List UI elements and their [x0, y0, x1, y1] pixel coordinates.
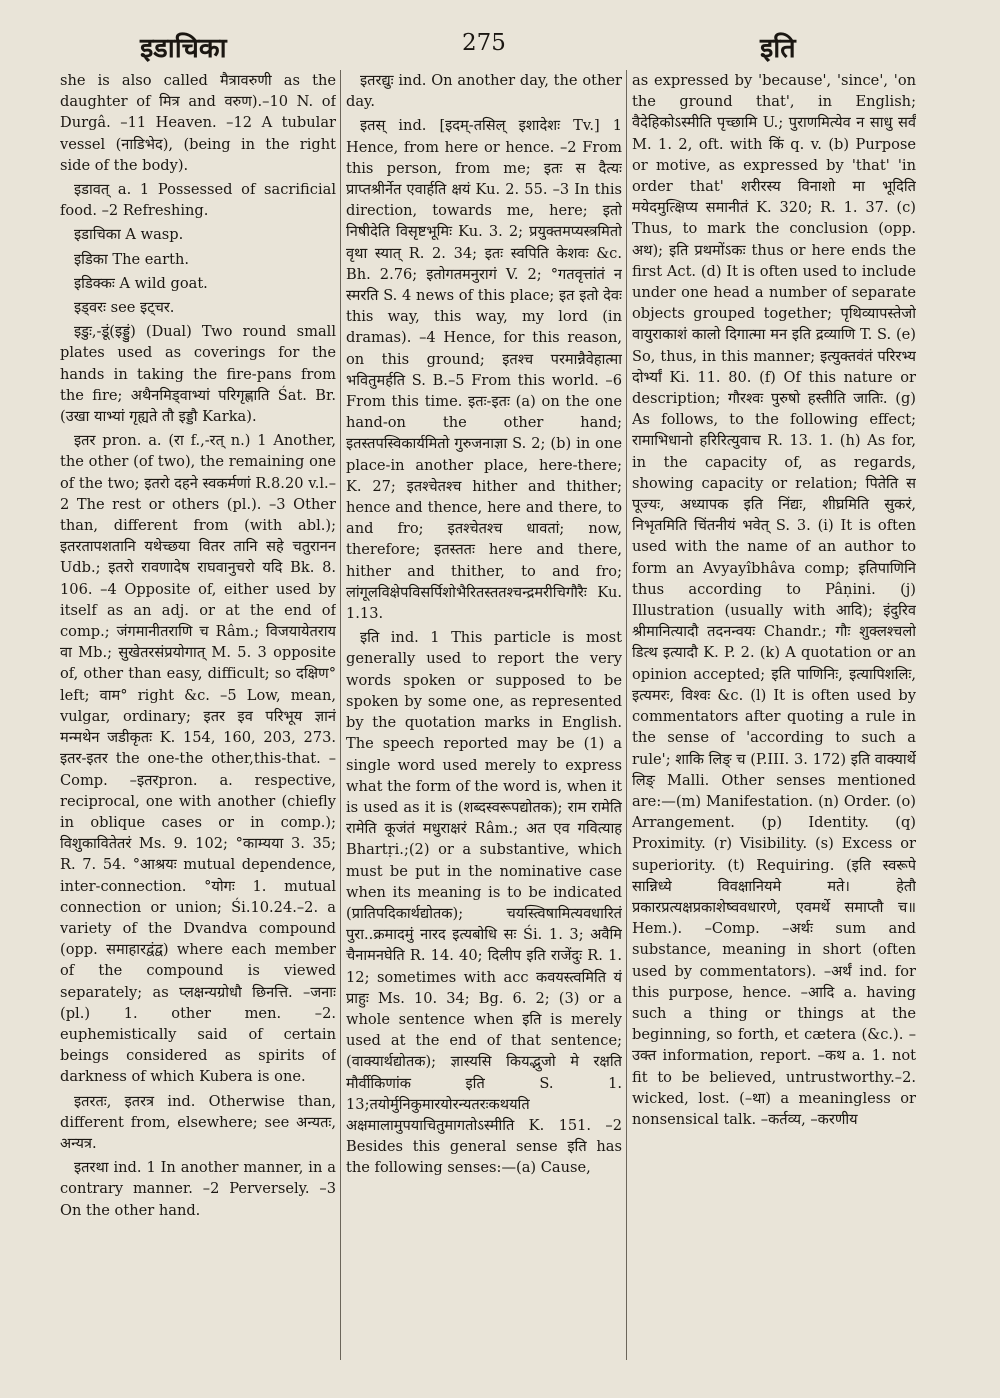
column-rule — [340, 70, 341, 1360]
dictionary-entry: इडाचिका A wasp. — [74, 226, 184, 244]
dictionary-entry: इतस् ind. [इदम्-तसिल् इशादेशः Tv.] 1 Hence, from here or hence. –2 From this person, from me; इतः स दैत्यः प्राप्तश्रीर्नेत एवार्हति क्षयं Ku. 2. 55. –3 In this direction, towards me, here; इतो निषीदेति विसृष्टभूमिः Ku. 3. 2; प्रयुक्तमप्यस्त्रमितो वृथा स्यात् R. 2. 34; इतः स्वपिति केशवः &c. Bh. 2.76; इतोगतमनुरागं V. 2; °गतवृत्तांतं न स्मरति S. 4 news of this place; इत इतो देवः this way, this way, my lord (in dramas). –4 Hence, for this reason, on this ground; इतश्च परमान्नैवेहात्मा भवितुमर्हति S. B.–5 From this world. –6 From this time. इतः-इतः (a) on the one hand-on the other hand; इतस्तपस्विकार्यमितो गुरुजनाज्ञा S. 2; (b) in one place-in another place, here-there; K. 27; इतश्चेतश्च hither and thither; hence and thence, here and there, to and fro; इतश्चेतश्च धावतां; now, therefore; इतस्ततः here and there, hither and thither, to and fro; लांगूलविक्षेपविसर्पिशोभैरितस्ततश्चन्द्रमरीचिगौरैः Ku. 1.13. — [346, 117, 622, 623]
header-left-guideword: इडाचिका — [140, 33, 227, 64]
dictionary-entry: इतरतः, इतरत्र ind. Otherwise than, different from, elsewhere; see अन्यतः, अन्यत्र. — [60, 1092, 336, 1152]
dictionary-entry: इडुः,-डूं(इड्डुं) (Dual) Two round small plates used as coverings for the hands in taking the fire-pans from the fire; अथैनमिड्वाभ्यां परिगृह्णाति Śat. Br. (उखा याभ्यां गृह्यते तौ इड्डौ Karka). — [60, 323, 336, 426]
dictionary-entry: she is also called मैत्रावरुणी as the daughter of मित्र and वरुण).–10 N. of Durgâ. –11 Heaven. –12 A tubular vessel (नाडिभेद), (being in the right side of the body). — [60, 72, 336, 174]
page-number: 275 — [462, 30, 506, 56]
dictionary-entry: इड्वरः see इट्चर. — [74, 299, 175, 317]
text-columns — [60, 70, 940, 1360]
column-2 — [346, 70, 622, 1360]
dictionary-entry: इति ind. 1 This particle is most generally used to report the very words spoken or supposed to be spoken by some one, as represented by the quotation marks in English. The speech reported may be (1) a single word used merely to express what the form of the word is, when it is used as it is (शब्दस्वरूपद्योतक); राम रामेति रामेति कूजंतं मधुराक्षरं Râm.; अत एव गवित्याह Bhartṛi.;(2) or a substantive, which must be put in the nominative case when its meaning is to be indicated (प्रातिपदिकार्थद्योतक); चयस्त्विषामित्यवधारितं पुरा..क्रमादमुं नारद इत्यबोधि सः Śi. 1. 3; अवैमि चैनामनघेति R. 14. 40; दिलीप इति राजेंदुः R. 1. 12; sometimes with acc कवयस्त्वमिति यं प्राहुः Ms. 10. 34; Bg. 6. 2; (3) or a whole sentence when इति is merely used at the end of that sentence; (वाक्यार्थद्योतक); ज्ञास्यसि कियद्भुजो मे रक्षति मौर्वीकिणांक इति S. 1. 13;तयोर्मुनिकुमारयोरन्यतरःकथयति अक्षमालामुपयाचितुमागतोऽस्मीति K. 151. –2 Besides this general sense इति has the following senses:—(a) Cause, — [346, 629, 622, 1177]
dictionary-entry: as expressed by 'because', 'since', 'on the ground that', in English; वैदेहिकोऽस्मीति पृच्छामि U.; पुराणमित्येव न साधु सर्वं M. 1. 2, oft. with किं q. v. (b) Purpose or motive, as expressed by 'that' 'in order that' शरीरस्य विनाशो मा भूदिति मयेदमुत्क्षिप्य समानीतं K. 320; R. 1. 37. (c) Thus, to mark the conclusion (opp. अथ); इति प्रथमोंऽकः thus or here ends the first Act. (d) It is often used to include under one head a number of separate objects grouped together; पृथिव्यापस्तेजो वायुराकाशं कालो दिगात्मा मन इति द्रव्याणि T. S. (e) So, thus, in this manner; इत्युक्तवंतं परिरभ्य दोर्भ्यां Ki. 11. 80. (f) Of this nature or description; गौरश्वः पुरुषो हस्तीति जातिः. (g) As follows, to the following effect; रामाभिधानो हरिरित्युवाच R. 13. 1. (h) As for, in the capacity of, as regards, showing capacity or relation; पितेति स पूज्यः, अध्यापक इति निंद्यः, शीघ्रमिति सुकरं, निभृतमिति चिंतनीयं भवेत् S. 3. (i) It is often used with the name of an author to form an Avyayîbhâva comp; इतिपाणिनि thus according to Pâṇini. (j) Illustration (usually with आदि); इंदुरिव श्रीमानित्यादौ तदनन्वयः Chandr.; गौः शुक्लश्चलो डित्थ इत्यादौ K. P. 2. (k) A quotation or an opinion accepted; इति पाणिनिः, इत्यापिशलिः, इत्यमरः, विश्वः &c. (l) It is often used by commentators after quoting a rule in the sense of 'according to such a rule'; शाकि लिङ् च (P.III. 3. 172) इति वाक्यार्थे लिङ् Malli. Other senses mentioned are:—(m) Manifestation. (n) Order. (o) Arrangement. (p) Identity. (q) Proximity. (r) Visibility. (s) Excess or superiority. (t) Requiring. (इति स्वरूपे सान्निध्ये विवक्षानियमे मते। हेतौ प्रकारप्रत्यक्षप्रकाशेष्ववधारणे, एवमर्थे समाप्तौ च॥ Hem.). –Comp. –अर्थः sum and substance, meaning in short (often used by commentators). –अर्थं ind. for this purpose, hence. –आदि a. having such a thing or things at the beginning, so forth, et cætera (&c.). –उक्त information, report. –कथ a. 1. not fit to be believed, untrustworthy.–2. wicked, lost. (–था) a meaningless or nonsensical talk. –कर्तव्य, –करणीय — [632, 72, 916, 1128]
column-3 — [632, 70, 916, 1360]
dictionary-entry: इतर pron. a. (रा f.,-रत् n.) 1 Another, the other (of two), the remaining one of the two; इतरो दहने स्वकर्मणां R.8.20 v.l.–2 The rest or others (pl.). –3 Other than, different from (with abl.); इतरतापशतानि यथेच्छया वितर तानि सहे चतुरानन Udb.; इतरो रावणादेष राघवानुचरो यदि Bk. 8. 106. –4 Opposite of, either used by itself as an adj. or at the end of comp.; जंगमानीतराणि च Râm.; विजयायेतराय वा Mb.; सुखेतरसंप्रयोगात् M. 5. 3 opposite of, other than easy, difficult; so दक्षिण° left; वाम° right &c. –5 Low, mean, vulgar, ordinary; इतर इव परिभूय ज्ञानं मन्मथेन जडीकृतः K. 154, 160, 203, 273. इतर-इतर the one-the other,this-that. –Comp. –इतरpron. a. respective, reciprocal, one with another (chiefly in oblique cases or in comp.); विशुकावितेतरं Ms. 9. 102; °काम्यया 3. 35; R. 7. 54. °आश्रयः mutual dependence, inter-connection. °योगः 1. mutual connection or union; Śi.10.24.–2. a variety of the Dvandva compound (opp. समाहारद्वंद्व) where each member of the compound is viewed separately; as प्लक्षन्यग्रोधौ छिनत्ति. –जनाः (pl.) 1. other men. –2. euphemistically said of certain beings considered as spirits of darkness of which Kubera is one. — [60, 432, 336, 1086]
column-rule — [626, 70, 627, 1360]
running-header — [0, 28, 1000, 64]
dictionary-entry: इडावत् a. 1 Possessed of sacrificial food. –2 Refreshing. — [60, 181, 336, 220]
dictionary-entry: इतरद्युः ind. On another day, the other day. — [346, 72, 622, 111]
column-1 — [60, 70, 336, 1360]
dictionary-entry: इडिका The earth. — [74, 250, 190, 268]
dictionary-entry: इडिक्कः A wild goat. — [74, 274, 208, 292]
dictionary-entry: इतरथा ind. 1 In another manner, in a contrary manner. –2 Perversely. –3 On the other hand. — [60, 1159, 336, 1219]
header-right-guideword: इति — [760, 33, 796, 64]
